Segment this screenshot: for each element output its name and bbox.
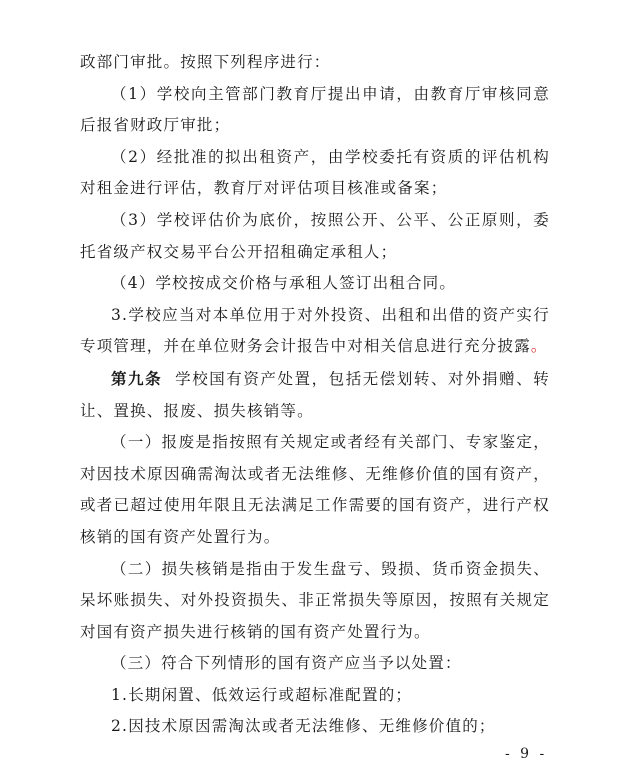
paragraph-text: 学校国有资产处置，包括无偿划转、对外捐赠、转让、置换、报废、损失核销等。 [80,369,550,420]
paragraph-text: 2.因技术原因需淘汰或者无法维修、无维修价值的； [111,717,496,736]
paragraph-step-1 [80,79,550,142]
paragraph-section-1 [80,427,550,553]
paragraph-list-item-1 [80,680,550,712]
paragraph-text: （1）学校向主管部门教育厅提出申请，由教育厅审核同意后报省财政厅审批； [80,84,550,135]
paragraph-step-4 [80,268,550,300]
paragraph-continuation [80,47,550,79]
paragraph-end-mark: 。 [530,337,548,356]
paragraph-section-3 [80,648,550,680]
paragraph-text: （二）损失核销是指由于发生盘亏、毁损、货币资金损失、呆坏账损失、对外投资损失、非正常损失等原因，按照有关规定对国有资产损失进行核销的国有资产处置行为。 [80,559,550,641]
paragraph-list-item-2 [80,711,550,743]
paragraph-text: 3.学校应当对本单位用于对外投资、出租和出借的资产实行专项管理，并在单位财务会计报告中对相关信息进行充分披露 [80,305,550,356]
paragraph-text: （4）学校按成交价格与承租人签订出租合同。 [111,274,457,293]
paragraph-text: （三）符合下列情形的国有资产应当予以处置： [111,654,462,673]
paragraph-step-2 [80,142,550,205]
paragraph-text: 1.长期闲置、低效运行或超标准配置的； [111,685,413,704]
article-heading: 第九条 [111,368,163,388]
page-number: - 9 - [505,746,548,762]
paragraph-text: （3）学校评估价为底价，按照公开、公平、公正原则，委托省级产权交易平台公开招租确定承租人； [80,210,550,261]
paragraph-step-3 [80,205,550,268]
document-body [80,47,550,743]
paragraph-section-2 [80,554,550,649]
paragraph-text: 政部门审批。按照下列程序进行： [80,53,331,71]
paragraph-text: （2）经批准的拟出租资产，由学校委托有资质的评估机构对租金进行评估，教育厅对评估项目核准或备案； [80,147,550,198]
paragraph-text: （一）报废是指按照有关规定或者经有关部门、专家鉴定，对因技术原因确需淘汰或者无法维修、无维修价值的国有资产，或者已超过使用年限且无法满足工作需要的国有资产，进行产权核销的国有资产处置行为。 [80,433,550,546]
paragraph-item-3 [80,300,550,363]
paragraph-article-9 [80,363,550,427]
